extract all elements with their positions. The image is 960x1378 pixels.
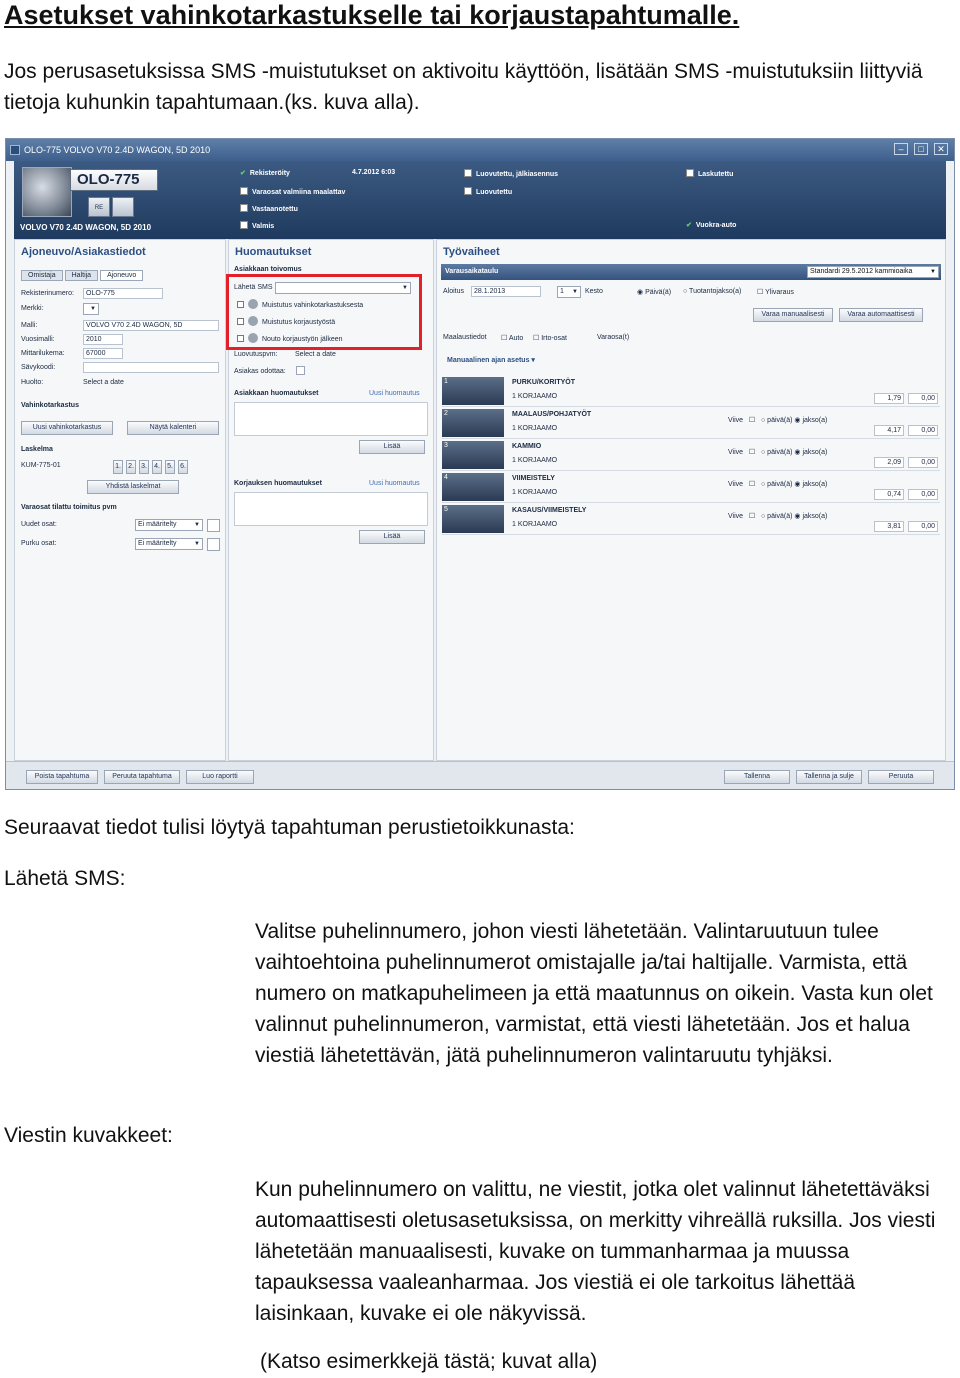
- auto-booking-button[interactable]: Varaa automaattisesti: [839, 308, 923, 322]
- invoice-tab-5[interactable]: 5.: [165, 460, 175, 474]
- app-icon: [10, 145, 20, 155]
- parts-heading: Varaosat tilattu toimitus pvm: [21, 504, 117, 511]
- footer-note: (Katso esimerkkejä tästä; kuvat alla): [260, 1350, 598, 1373]
- plate-label: OLO-775: [70, 169, 158, 191]
- step-extra[interactable]: 0,00: [908, 521, 938, 532]
- merge-invoices-button[interactable]: Yhdistä laskelmat: [87, 480, 179, 494]
- checkbox-icon: [240, 204, 248, 212]
- maximize-icon[interactable]: □: [914, 143, 928, 155]
- step-delay-options[interactable]: Viive ☐ ○ päivä(ä) ◉ jakso(a): [728, 449, 828, 456]
- car-subtitle: VOLVO V70 2.4D WAGON, 5D 2010: [20, 223, 152, 232]
- add-customer-note-button[interactable]: Lisää: [359, 440, 425, 454]
- check-icon: ✔: [240, 170, 246, 177]
- checkbox-icon: [686, 169, 694, 177]
- schedule-bar: [441, 264, 941, 280]
- message-icons-description: Kun puhelinnumero on valittu, ne viestit, jotka olet valinnut lähetettäväksi automaattisesti oletusasetuksissa, on merkitty vihreällä ruksilla. Jos viesti lähetetään manuaalisesti, kuvake on tummanharmaa ja muussa tapauksessa vaaleanharmaa. Jos viestiä ei ole tarkoitus lähettää laisinkaan, kuvake ei ole näkyvissä.: [255, 1178, 936, 1325]
- checkbox-icon: [464, 187, 472, 195]
- sms-highlight-box: [226, 274, 422, 350]
- work-step-row[interactable]: [442, 375, 940, 407]
- new-parts-select[interactable]: Ei määritelty ▼: [135, 519, 203, 531]
- standard-select[interactable]: Standardi 29.5.2012 kammioaika ▼: [807, 266, 939, 278]
- new-parts-label: Uudet osat:: [21, 521, 57, 528]
- status-invoiced[interactable]: Laskutettu: [686, 169, 733, 178]
- vehicle-customer-panel: [14, 239, 226, 761]
- step-location: 1 KORJAAMO: [512, 489, 558, 496]
- checkbox-icon: [240, 221, 248, 229]
- step-delay-options[interactable]: Viive ☐ ○ päivä(ä) ◉ jakso(a): [728, 417, 828, 424]
- customer-waits-label: Asiakas odottaa:: [234, 368, 286, 375]
- tab-owner[interactable]: Omistaja: [21, 270, 63, 281]
- step-thumbnail: 3: [442, 441, 504, 469]
- status-ready[interactable]: Valmis: [240, 221, 274, 230]
- make-select[interactable]: [83, 303, 99, 315]
- start-date-field[interactable]: 28.1.2013: [471, 286, 541, 297]
- step-thumbnail: 4: [442, 473, 504, 501]
- tab-holder[interactable]: Haltija: [65, 270, 98, 281]
- send-sms-description: Valitse puhelinnumero, johon viesti lähetetään. Valintaruutuun tulee vaihtoehtoina puhelinnumerot omistajalle ja/tai haltijalle. Varmista, että numero on matkapuhelimeen ja että maatunnus on oikein. Vasta kun olet valinnut puhelinnumeron, varmistat, että viesti lähetetään. Jos et halua viestiä lähetettävän, jätä puhelinnumeron valintaruutu tyhjäksi.: [255, 920, 933, 1067]
- step-delay-options[interactable]: Viive ☐ ○ päivä(ä) ◉ jakso(a): [728, 481, 828, 488]
- step-thumbnail: 2: [442, 409, 504, 437]
- step-name: VIIMEISTELY: [512, 475, 555, 482]
- paint-parts-label: Varaosa(t): [597, 334, 630, 341]
- status-received[interactable]: Vastaanotettu: [240, 204, 298, 213]
- field-label: Merkki:: [21, 305, 44, 312]
- new-inspection-button[interactable]: Uusi vahinkotarkastus: [21, 421, 113, 435]
- step-thumbnail: 5: [442, 505, 504, 533]
- step-hours[interactable]: 0,74: [874, 489, 904, 500]
- customer-wish-label: Asiakkaan toivomus: [234, 266, 302, 273]
- invoice-tab-1[interactable]: 1.: [113, 460, 123, 474]
- check-icon: ✔: [686, 222, 692, 229]
- customer-note-label: Asiakkaan huomautukset: [234, 390, 319, 397]
- step-location: 1 KORJAAMO: [512, 425, 558, 432]
- schedule-label: Varausaikataulu: [445, 268, 499, 275]
- invoice-heading: Laskelma: [21, 446, 53, 453]
- step-name: MAALAUS/POHJATYÖT: [512, 411, 592, 418]
- delivery-date-label: Luovutuspvm:: [234, 351, 278, 358]
- field-label: Sävykoodi:: [21, 364, 56, 371]
- paint-loose-checkbox[interactable]: ☐ Irto-osat: [533, 335, 567, 342]
- repair-note-label: Korjauksen huomautukset: [234, 480, 322, 487]
- close-icon[interactable]: ✕: [934, 143, 948, 155]
- work-step-row[interactable]: [442, 407, 940, 439]
- step-hours[interactable]: 3,81: [874, 521, 904, 532]
- step-extra[interactable]: 0,00: [908, 489, 938, 500]
- document-title: Asetukset vahinkotarkastukselle tai korjaustapahtumalle.: [4, 0, 740, 30]
- cancel-button[interactable]: Peruuta: [868, 770, 934, 784]
- start-label: Aloitus: [443, 288, 465, 295]
- save-button[interactable]: Tallenna: [724, 770, 790, 784]
- send-sms-label: Lähetä SMS: [234, 284, 273, 291]
- create-report-button[interactable]: Luo raportti: [186, 770, 254, 784]
- section-send-sms: Lähetä SMS:: [4, 867, 126, 890]
- work-step-row[interactable]: [442, 503, 940, 535]
- field-label: Huolto:: [21, 379, 44, 386]
- section-message-icons: Viestin kuvakkeet:: [4, 1124, 173, 1147]
- status-delivered-install[interactable]: Luovutettu, jälkiasennus: [464, 169, 558, 178]
- customer-waits-checkbox[interactable]: [296, 366, 305, 375]
- mileage-field[interactable]: 67000: [83, 348, 123, 359]
- car-image: [22, 167, 72, 217]
- re-button[interactable]: RE: [88, 197, 110, 217]
- scrap-parts-label: Purku osat:: [21, 540, 57, 547]
- step-location: 1 KORJAAMO: [512, 457, 558, 464]
- step-extra[interactable]: 0,00: [908, 457, 938, 468]
- step-name: KASAUS/VIIMEISTELY: [512, 507, 587, 514]
- minimize-icon[interactable]: –: [894, 143, 908, 155]
- status-registered[interactable]: ✔ Rekisteröity: [240, 170, 290, 177]
- sms-item-pickup[interactable]: Nouto korjaustyön jälkeen: [237, 333, 343, 343]
- new-parts-checkbox[interactable]: [207, 519, 220, 532]
- checkbox-icon: [240, 187, 248, 195]
- step-hours[interactable]: 4,17: [874, 425, 904, 436]
- work-step-row[interactable]: [442, 439, 940, 471]
- customer-note-textarea[interactable]: [234, 402, 428, 436]
- unit-period-radio[interactable]: ○ Tuotantojakso(a): [683, 288, 742, 295]
- reg-number-field[interactable]: OLO-775: [83, 288, 163, 299]
- status-date: 4.7.2012 6:03: [352, 169, 396, 176]
- invoice-tab-2[interactable]: 2.: [126, 460, 136, 474]
- sms-item-repair[interactable]: Muistutus korjaustyöstä: [237, 316, 335, 326]
- status-delivered[interactable]: Luovutettu: [464, 187, 512, 196]
- step-delay-options[interactable]: Viive ☐ ○ päivä(ä) ◉ jakso(a): [728, 513, 828, 520]
- step-location: 1 KORJAAMO: [512, 393, 558, 400]
- step-thumbnail: 1: [442, 377, 504, 405]
- step-hours[interactable]: 2,09: [874, 457, 904, 468]
- delete-event-button[interactable]: Poista tapahtuma: [26, 770, 98, 784]
- repair-note-textarea[interactable]: [234, 492, 428, 526]
- field-label: Rekisterinumero:: [21, 290, 74, 297]
- step-location: 1 KORJAAMO: [512, 521, 558, 528]
- scrap-parts-select[interactable]: Ei määritelty ▼: [135, 538, 203, 550]
- tab-vehicle[interactable]: Ajoneuvo: [100, 270, 143, 281]
- status-parts-ready[interactable]: Varaosat valmiina maalattav: [240, 187, 345, 196]
- header-button-2[interactable]: [112, 197, 134, 217]
- step-extra[interactable]: 0,00: [908, 393, 938, 404]
- overbooking-checkbox[interactable]: ☐ Ylivaraus: [757, 289, 794, 296]
- vehicle-header: [14, 161, 946, 239]
- new-repair-note-link[interactable]: Uusi huomautus: [369, 480, 420, 487]
- step-name: PURKU/KORITYÖT: [512, 379, 575, 386]
- inspection-heading: Vahinkotarkastus: [21, 402, 79, 409]
- checkbox-icon: [464, 169, 472, 177]
- app-screenshot: [5, 138, 955, 790]
- add-repair-note-button[interactable]: Lisää: [359, 530, 425, 544]
- window-title: OLO-775 VOLVO V70 2.4D WAGON, 5D 2010: [24, 145, 211, 155]
- paint-label: Maalaustiedot: [443, 334, 487, 341]
- bottom-toolbar: [6, 761, 954, 790]
- delivery-date-picker[interactable]: Select a date: [295, 351, 336, 358]
- cancel-event-button[interactable]: Peruuta tapahtuma: [104, 770, 180, 784]
- invoice-tab-4[interactable]: 4.: [152, 460, 162, 474]
- panel-heading: Ajoneuvo/Asiakastiedot: [21, 246, 146, 258]
- invoice-id: KUM-775-01: [21, 462, 61, 469]
- invoice-tab-6[interactable]: 6.: [178, 460, 188, 474]
- step-extra[interactable]: 0,00: [908, 425, 938, 436]
- year-field[interactable]: 2010: [83, 334, 123, 345]
- status-rental-car[interactable]: ✔ Vuokra-auto: [686, 222, 737, 229]
- unit-day-radio[interactable]: ◉ Päivä(ä): [637, 289, 672, 296]
- show-calendar-button[interactable]: Näytä kalenteri: [127, 421, 219, 435]
- service-date-picker[interactable]: Select a date: [83, 379, 124, 386]
- intro-paragraph: Jos perusasetuksissa SMS -muistutukset on aktivoitu käyttöön, lisätään SMS -muistutuksiin liittyviä tietoja kuhunkin tapahtumaan.(ks. kuva alla).: [4, 60, 923, 114]
- color-code-field[interactable]: [83, 362, 219, 373]
- step-hours[interactable]: 1,79: [874, 393, 904, 404]
- duration-label: Kesto: [585, 288, 603, 295]
- scrap-parts-checkbox[interactable]: [207, 538, 220, 551]
- field-label: Mittarilukema:: [21, 350, 65, 357]
- count-select[interactable]: 1 ▼: [557, 286, 581, 298]
- invoice-tab-3[interactable]: 3.: [139, 460, 149, 474]
- manual-time-toggle[interactable]: Manuaalinen ajan asetus ▾: [447, 357, 535, 364]
- window-titlebar: [6, 139, 954, 161]
- field-label: Malli:: [21, 322, 38, 329]
- step-name: KAMMIO: [512, 443, 542, 450]
- section-intro: Seuraavat tiedot tulisi löytyä tapahtuman perustietoikkunasta:: [4, 816, 575, 839]
- paint-auto-checkbox[interactable]: ☐ Auto: [501, 335, 524, 342]
- work-step-row[interactable]: [442, 471, 940, 503]
- new-customer-note-link[interactable]: Uusi huomautus: [369, 390, 420, 397]
- model-field[interactable]: VOLVO V70 2.4D WAGON, 5D: [83, 320, 219, 331]
- panel-heading: Huomautukset: [235, 246, 312, 258]
- sms-item-inspection[interactable]: Muistutus vahinkotarkastuksesta: [237, 299, 363, 309]
- field-label: Vuosimalli:: [21, 336, 55, 343]
- manual-booking-button[interactable]: Varaa manuaalisesti: [753, 308, 833, 322]
- panel-heading: Työvaiheet: [443, 246, 500, 258]
- save-close-button[interactable]: Tallenna ja sulje: [796, 770, 862, 784]
